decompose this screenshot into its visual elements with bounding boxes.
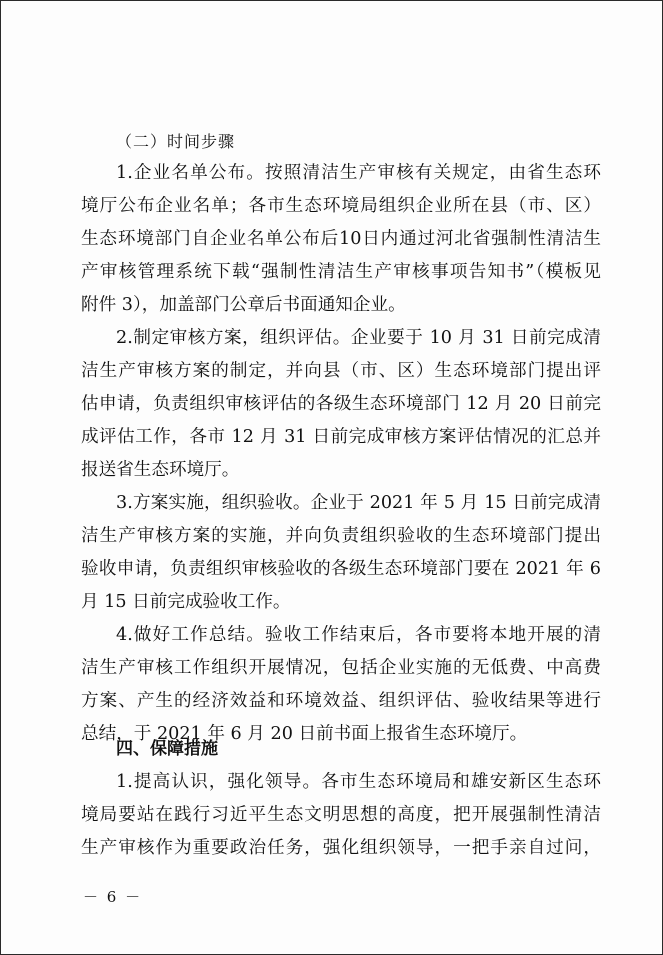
item-2-line-2: 洁生产审核方案的制定，并向县（市、区）生态环境部门提出评 [81,361,601,381]
item-3-line-4: 月 15 日前完成验收工作。 [81,592,291,612]
page-number: － 6 － [83,888,143,906]
item-2-line-1: 2.制定审核方案，组织评估。企业要于 10 月 31 日前完成清 [116,328,601,348]
item-3-line-2: 洁生产审核方案的实施，并向负责组织验收的生态环境部门提出 [81,526,601,546]
item-1-line-4: 产审核管理系统下载“强制性清洁生产审核事项告知书”（模板见 [81,262,601,282]
item-2-line-4: 成评估工作，各市 12 月 31 日前完成审核方案评估情况的汇总并 [81,427,601,447]
item-2-line-3: 估申请，负责组织审核评估的各级生态环境部门 12 月 20 日前完 [81,394,601,414]
item-2-line-5: 报送省生态环境厅。 [81,460,240,480]
item-4-line-2: 洁生产审核工作组织开展情况，包括企业实施的无低费、中高费 [81,658,601,678]
item-1-line-2: 境厅公布企业名单；各市生态环境局组织企业所在县（市、区） [81,196,601,216]
section-four-line-1: 1.提高认识，强化领导。各市生态环境局和雄安新区生态环 [116,772,601,792]
item-1-line-3: 生态环境部门自企业名单公布后10日内通过河北省强制性清洁生 [81,229,601,249]
section-four-line-2: 境局要站在践行习近平生态文明思想的高度，把开展强制性清洁 [81,805,601,825]
section-four-line-3: 生产审核作为重要政治任务，强化组织领导，一把手亲自过问， [81,838,601,858]
item-1-line-1: 1.企业名单公布。按照清洁生产审核有关规定，由省生态环 [116,163,601,183]
item-4-line-4: 总结，于 2021 年 6 月 20 日前书面上报省生态环境厅。 [81,724,528,744]
item-4-line-3: 方案、产生的经济效益和环境效益、组织评估、验收结果等进行 [81,691,601,711]
section-four-title: 四、保障措施 [116,739,218,759]
item-3-line-1: 3.方案实施，组织验收。企业于 2021 年 5 月 15 日前完成清 [116,493,601,513]
item-1-line-5: 附件 3），加盖部门公章后书面通知企业。 [81,295,406,315]
item-4-line-1: 4.做好工作总结。验收工作结束后，各市要将本地开展的清 [116,625,601,645]
subsection-title: （二）时间步骤 [116,132,236,151]
item-3-line-3: 验收申请，负责组织审核验收的各级生态环境部门要在 2021 年 6 [81,559,601,579]
